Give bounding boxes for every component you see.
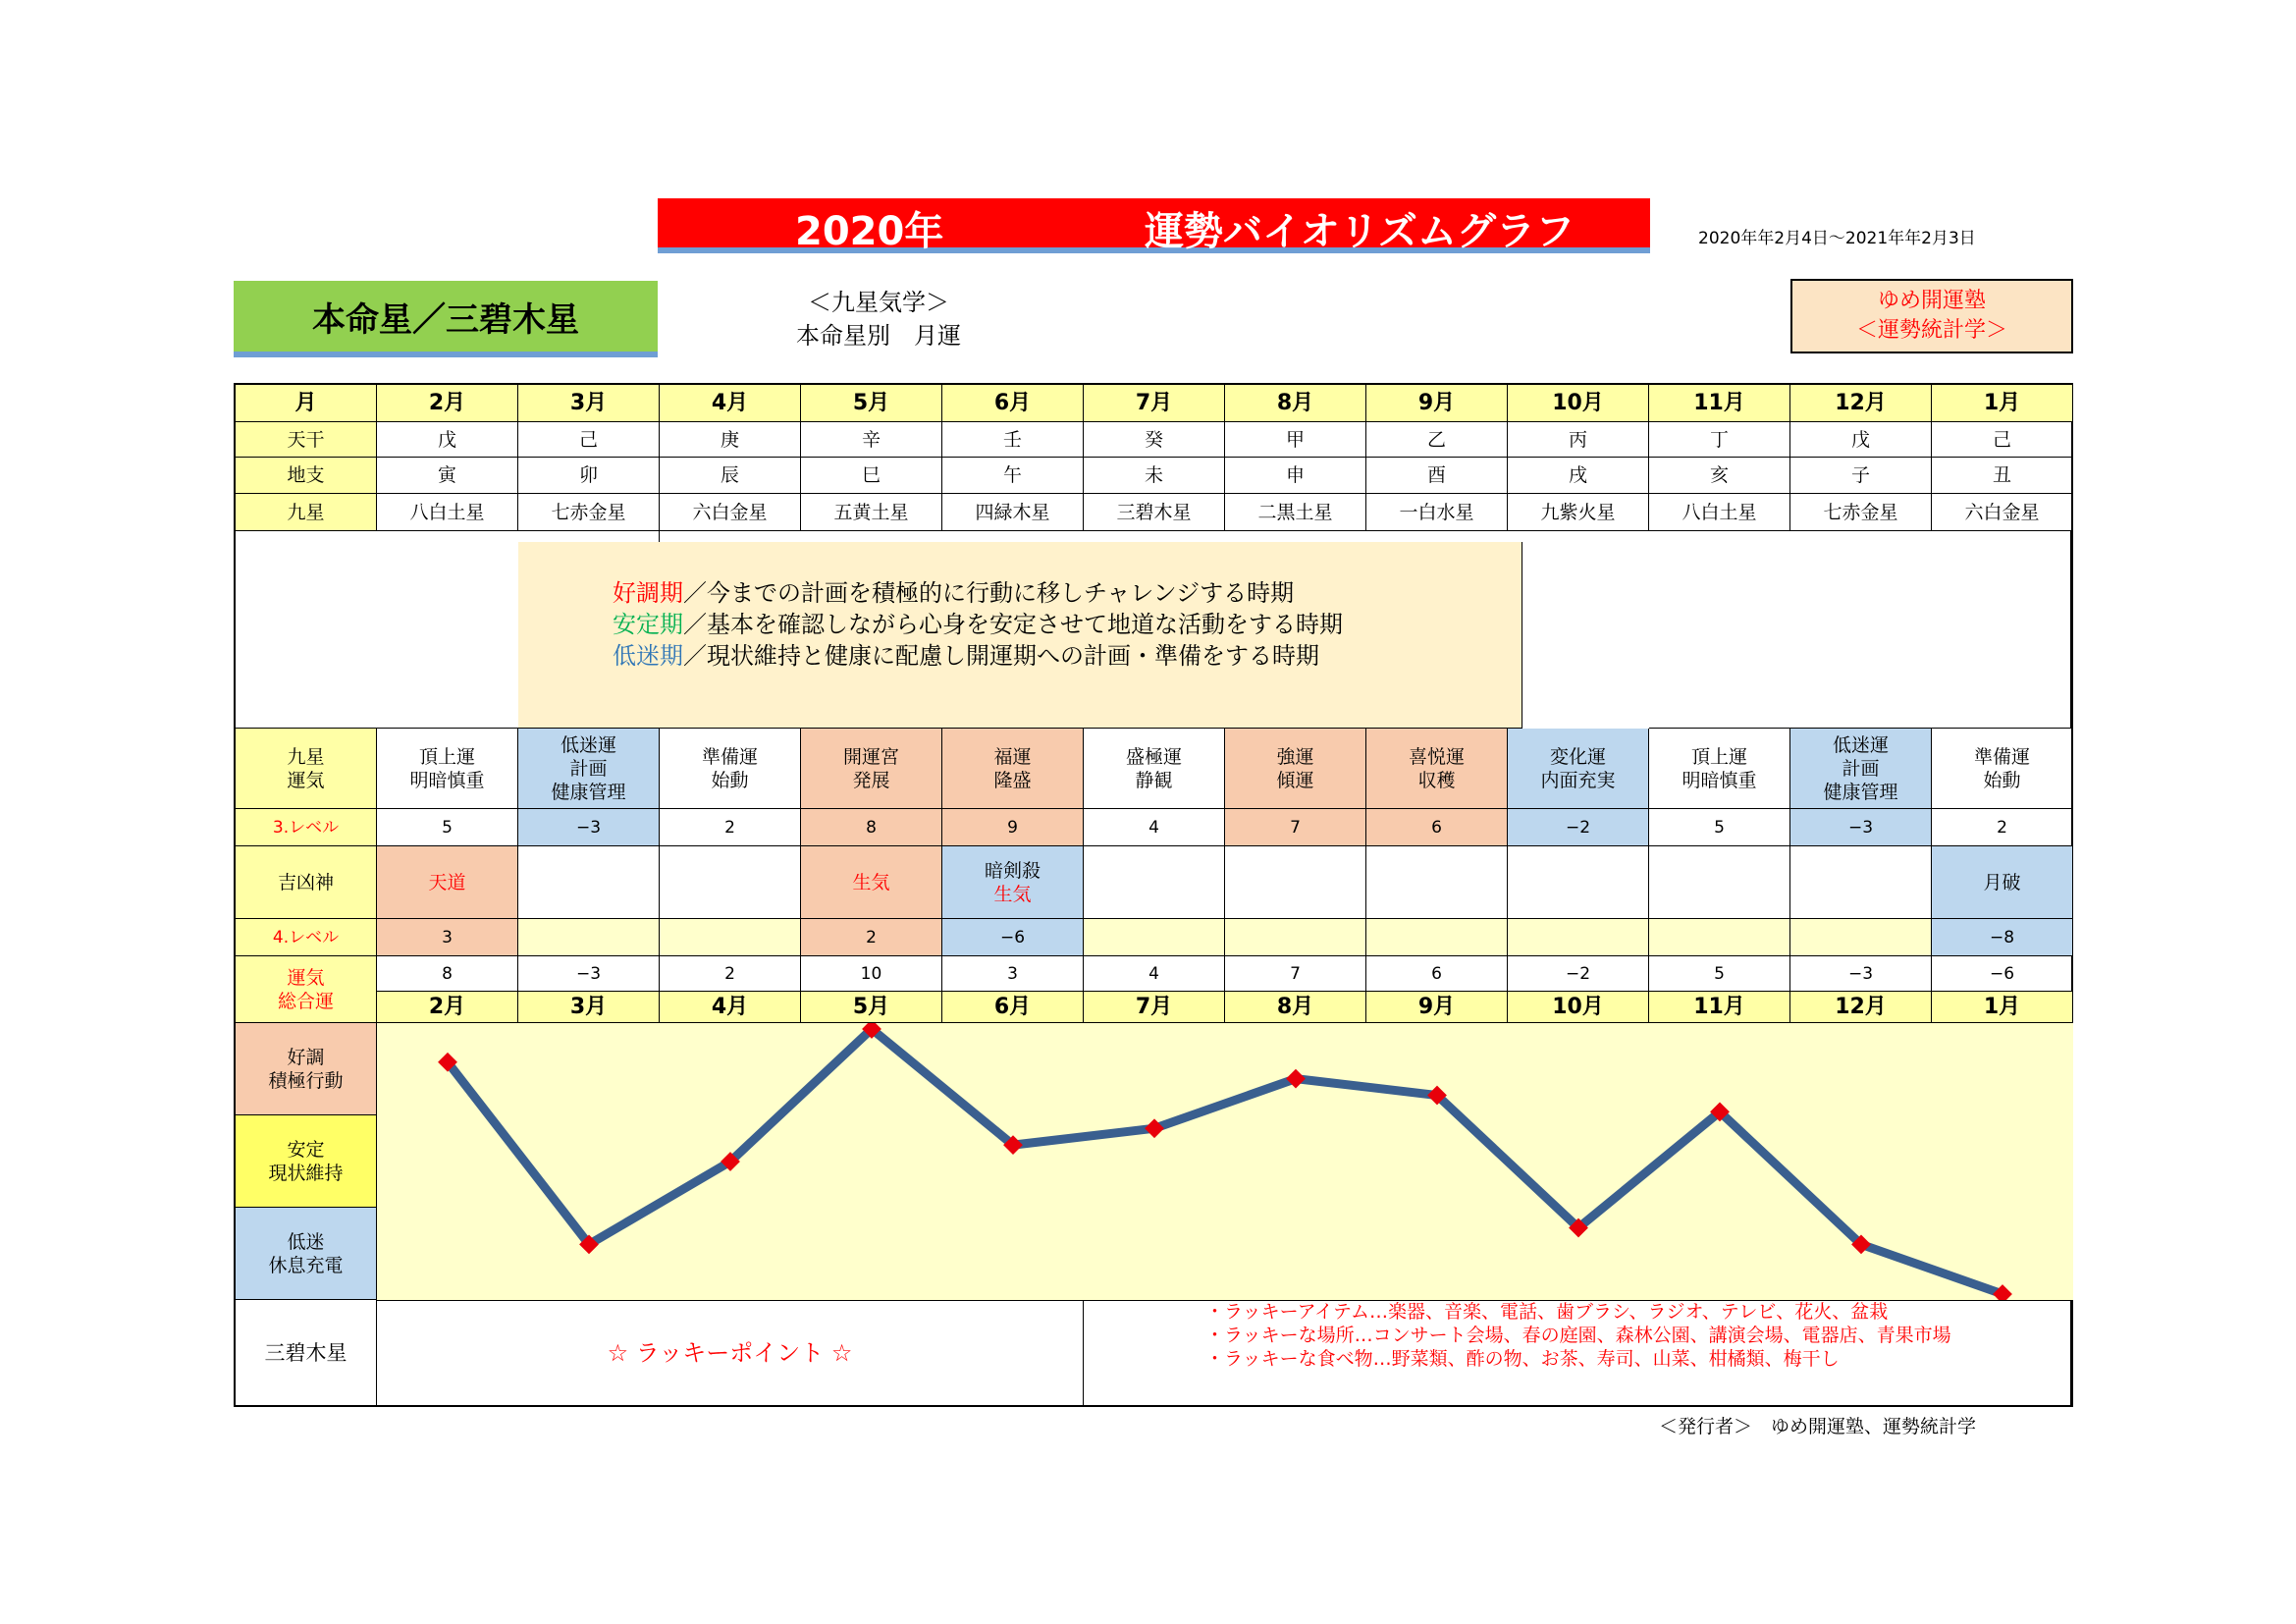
kikkyo-cell: 生気 [801,846,942,919]
sogo-cell: −3 [1790,956,1932,992]
chishi-cell: 巳 [801,458,942,494]
tenkan-cell: 乙 [1366,422,1508,458]
tenkan-cell: 庚 [660,422,801,458]
unki-cell-line-2: 傾運 [1276,769,1314,791]
kikkyo-cell [660,846,801,919]
kyusei-cell: 八白土星 [1649,494,1790,531]
kikkyo-cell [1508,846,1649,919]
level4-cell: 3 [377,919,518,956]
sogo-cell: −3 [518,956,660,992]
unki-cell [1366,729,1508,809]
tenkan-cell: 甲 [1225,422,1366,458]
month-header-lower: 1月 [1932,992,2073,1023]
sogo-cell: 10 [801,956,942,992]
month-header-lower: 5月 [801,992,942,1023]
level3-cell: 5 [377,809,518,846]
unki-cell-line-1: 低迷運 [560,733,616,756]
subtitle-kyusei: ＜九星気学＞ [808,289,949,316]
unki-cell-line-1: 低迷運 [1832,733,1889,756]
kikkyo-cell [942,846,1084,919]
unki-cell-line-1: 福運 [993,745,1032,768]
lucky-list-line-1: ・ラッキーアイテム…楽器、音楽、電話、歯ブラシ、ラジオ、テレビ、花火、盆栽 [1205,1301,1889,1323]
level4-cell [1084,919,1225,956]
fortune-table [234,383,2073,1407]
month-header-lower: 11月 [1649,992,1790,1023]
tenkan-cell: 癸 [1084,422,1225,458]
kikkyo-cell-line-2: 生気 [993,883,1032,905]
unki-cell [660,729,801,809]
kyusei-cell: 六白金星 [660,494,801,531]
month-header: 10月 [1508,385,1649,422]
level4-cell [518,919,660,956]
unki-cell [801,729,942,809]
chishi-cell: 未 [1084,458,1225,494]
brand-name: ゆめ開運塾 [1877,289,1986,313]
sogo-cell: 3 [942,956,1084,992]
chishi-cell: 酉 [1366,458,1508,494]
level3-cell: −3 [518,809,660,846]
unki-cell [1508,729,1649,809]
honmei-star-banner: 本命星／三碧木星 [234,281,658,357]
month-header: 12月 [1790,385,1932,422]
series-line [448,1029,2002,1294]
month-header-lower: 8月 [1225,992,1366,1023]
chishi-cell: 申 [1225,458,1366,494]
kyusei-cell: 三碧木星 [1084,494,1225,531]
unki-cell-line-1: 準備運 [701,745,758,768]
month-header-lower: 6月 [942,992,1084,1023]
kikkyo-cell [1790,846,1932,919]
month-header-lower: 12月 [1790,992,1932,1023]
chart-svg [377,1023,2073,1300]
sogo-cell: −2 [1508,956,1649,992]
tenkan-label: 天干 [236,422,377,458]
chishi-cell: 寅 [377,458,518,494]
unki-label [236,729,377,809]
level4-cell: −6 [942,919,1084,956]
chishi-cell: 卯 [518,458,660,494]
month-header: 5月 [801,385,942,422]
unki-cell-line-1: 頂上運 [418,745,475,768]
month-header: 9月 [1366,385,1508,422]
sogo-cell: 5 [1649,956,1790,992]
phase-stable-label: 安定期 [613,611,683,638]
zone-good-label-line-1: 好調 [287,1046,325,1068]
kikkyo-cell-line-1: 暗剣殺 [984,859,1041,882]
title-year: 2020年 [795,209,944,254]
sogo-label [236,956,377,1023]
level4-cell: −8 [1932,919,2073,956]
kyusei-cell: 七赤金星 [1790,494,1932,531]
unki-cell-line-2: 収穫 [1417,769,1456,791]
chishi-label: 地支 [236,458,377,494]
level3-cell: −3 [1790,809,1932,846]
phase-stable-line [613,609,1522,640]
level3-cell: 5 [1649,809,1790,846]
kikkyo-cell [1225,846,1366,919]
month-header: 1月 [1932,385,2073,422]
unki-cell [1790,729,1932,809]
level4-cell [1508,919,1649,956]
unki-cell-line-2: 始動 [1983,769,2021,791]
unki-cell-line-2: 明暗慎重 [1682,769,1757,791]
kikkyo-cell [1084,846,1225,919]
tenkan-cell: 壬 [942,422,1084,458]
unki-cell-line-1: 頂上運 [1690,745,1747,768]
phase-low-label: 低迷期 [613,642,683,670]
tenkan-cell: 己 [518,422,660,458]
level3-cell: 8 [801,809,942,846]
kyusei-cell: 五黄土星 [801,494,942,531]
zone-low-label-line-1: 低迷 [287,1230,325,1253]
kikkyo-cell [518,846,660,919]
kyusei-cell: 九紫火星 [1508,494,1649,531]
month-header: 4月 [660,385,801,422]
level3-cell: 7 [1225,809,1366,846]
data-point-1月 [1993,1284,2012,1300]
unki-cell [1084,729,1225,809]
unki-cell-line-2: 静観 [1135,769,1173,791]
tenkan-cell: 戊 [1790,422,1932,458]
level4-cell: 2 [801,919,942,956]
zone-stable-label-line-2: 現状維持 [268,1162,344,1184]
unki-cell-line-1: 喜悦運 [1408,745,1465,768]
tenkan-cell: 丁 [1649,422,1790,458]
period-text: 2020年年2月4日～2021年年2月3日 [1698,229,1976,248]
tenkan-cell: 己 [1932,422,2073,458]
tenkan-cell: 丙 [1508,422,1649,458]
level3-cell: 9 [942,809,1084,846]
biorhythm-chart [377,1023,2073,1301]
level4-label: 4.レベル [236,919,377,956]
unki-cell [1932,729,2073,809]
sogo-cell: 2 [660,956,801,992]
sogo-cell: −6 [1932,956,2073,992]
chishi-cell: 亥 [1649,458,1790,494]
kyusei-cell: 二黒土星 [1225,494,1366,531]
zone-low-label-line-2: 休息充電 [268,1254,344,1276]
lucky-point-title: ☆ ラッキーポイント ☆ [377,1300,1084,1407]
unki-cell [377,729,518,809]
title-text: 運勢バイオリズムグラフ [1145,209,1575,254]
kikkyo-cell [1649,846,1790,919]
level3-cell: 2 [660,809,801,846]
lucky-list-line-3: ・ラッキーな食べ物…野菜類、酢の物、お茶、寿司、山菜、柑橘類、梅干し [1205,1348,1840,1370]
kyusei-label: 九星 [236,494,377,531]
unki-label-line-2: 運気 [287,769,325,791]
month-header: 8月 [1225,385,1366,422]
phase-low-text: ／現状維持と健康に配慮し開運期への計画・準備をする時期 [683,642,1319,670]
month-header: 11月 [1649,385,1790,422]
publisher-text: ＜発行者＞ ゆめ開運塾、運勢統計学 [1659,1416,1977,1437]
title-bar [658,198,1650,253]
sogo-cell: 4 [1084,956,1225,992]
tenkan-cell: 辛 [801,422,942,458]
phase-good-label: 好調期 [613,579,683,607]
level3-cell: 6 [1366,809,1508,846]
lucky-list [1084,1300,2071,1407]
chishi-cell: 午 [942,458,1084,494]
unki-cell-line-1: 準備運 [1973,745,2030,768]
zone-stable-label [236,1115,377,1208]
month-header-lower: 10月 [1508,992,1649,1023]
level4-cell [1790,919,1932,956]
month-header: 6月 [942,385,1084,422]
sogo-label-line-2: 総合運 [277,990,334,1012]
level3-cell: −2 [1508,809,1649,846]
subtitle-monthly: 本命星別 月運 [796,322,961,350]
month-header: 7月 [1084,385,1225,422]
unki-cell [942,729,1084,809]
zone-stable-label-line-1: 安定 [287,1138,325,1161]
unki-cell [518,729,660,809]
kyusei-cell: 一白水星 [1366,494,1508,531]
unki-cell-line-2: 明暗慎重 [409,769,485,791]
kikkyo-cell: 天道 [377,846,518,919]
level4-cell [1366,919,1508,956]
chishi-cell: 丑 [1932,458,2073,494]
unki-cell-line-3: 健康管理 [551,781,626,803]
unki-cell-line-1: 強運 [1276,745,1314,768]
unki-cell-line-1: 変化運 [1549,745,1606,768]
kyusei-cell: 八白土星 [377,494,518,531]
level3-cell: 2 [1932,809,2073,846]
level3-cell: 4 [1084,809,1225,846]
kyusei-cell: 七赤金星 [518,494,660,531]
kikkyo-label: 吉凶神 [236,846,377,919]
month-header-lower: 7月 [1084,992,1225,1023]
month-header-lower: 2月 [377,992,518,1023]
phase-description [518,542,1522,729]
lucky-star-label: 三碧木星 [236,1300,377,1407]
lucky-list-line-2: ・ラッキーな場所…コンサート会場、春の庭園、森林公園、講演会場、電器店、青果市場 [1205,1325,1951,1346]
month-header-lower: 3月 [518,992,660,1023]
phase-good-line [613,577,1522,609]
unki-cell-line-1: 盛極運 [1125,745,1182,768]
phase-low-line [613,640,1522,672]
month-header: 2月 [377,385,518,422]
unki-label-line-1: 九星 [287,745,325,768]
sogo-label-line-1: 運気 [287,966,325,989]
month-header-lower: 9月 [1366,992,1508,1023]
level3-label: 3.レベル [236,809,377,846]
unki-cell-line-2: 隆盛 [993,769,1032,791]
kyusei-cell: 四緑木星 [942,494,1084,531]
blank-right [1649,531,2071,729]
sogo-cell: 7 [1225,956,1366,992]
phase-good-text: ／今までの計画を積極的に行動に移しチャレンジする時期 [683,579,1295,607]
kikkyo-cell [1366,846,1508,919]
unki-cell-line-3: 健康管理 [1823,781,1898,803]
chishi-cell: 戌 [1508,458,1649,494]
unki-cell-line-2: 内面充実 [1540,769,1616,791]
unki-cell [1649,729,1790,809]
level4-cell [1225,919,1366,956]
chishi-cell: 辰 [660,458,801,494]
month-header-lower: 4月 [660,992,801,1023]
zone-good-label-line-2: 積極行動 [268,1069,344,1092]
chishi-cell: 子 [1790,458,1932,494]
zone-good-label [236,1023,377,1115]
month-header: 3月 [518,385,660,422]
unki-cell-line-2: 計画 [569,757,608,780]
unki-cell-line-2: 発展 [852,769,890,791]
unki-cell-line-2: 計画 [1842,757,1880,780]
unki-cell-line-1: 開運宮 [842,745,899,768]
phase-stable-text: ／基本を確認しながら心身を安定させて地道な活動をする時期 [683,611,1343,638]
kyusei-cell: 六白金星 [1932,494,2073,531]
kikkyo-cell: 月破 [1932,846,2073,919]
level4-cell [1649,919,1790,956]
brand-sub: ＜運勢統計学＞ [1855,318,2007,343]
sogo-cell: 8 [377,956,518,992]
unki-cell [1225,729,1366,809]
brand-box [1790,279,2073,353]
month-label: 月 [236,385,377,422]
unki-cell-line-2: 始動 [711,769,749,791]
sogo-cell: 6 [1366,956,1508,992]
tenkan-cell: 戊 [377,422,518,458]
zone-low-label [236,1208,377,1300]
level4-cell [660,919,801,956]
